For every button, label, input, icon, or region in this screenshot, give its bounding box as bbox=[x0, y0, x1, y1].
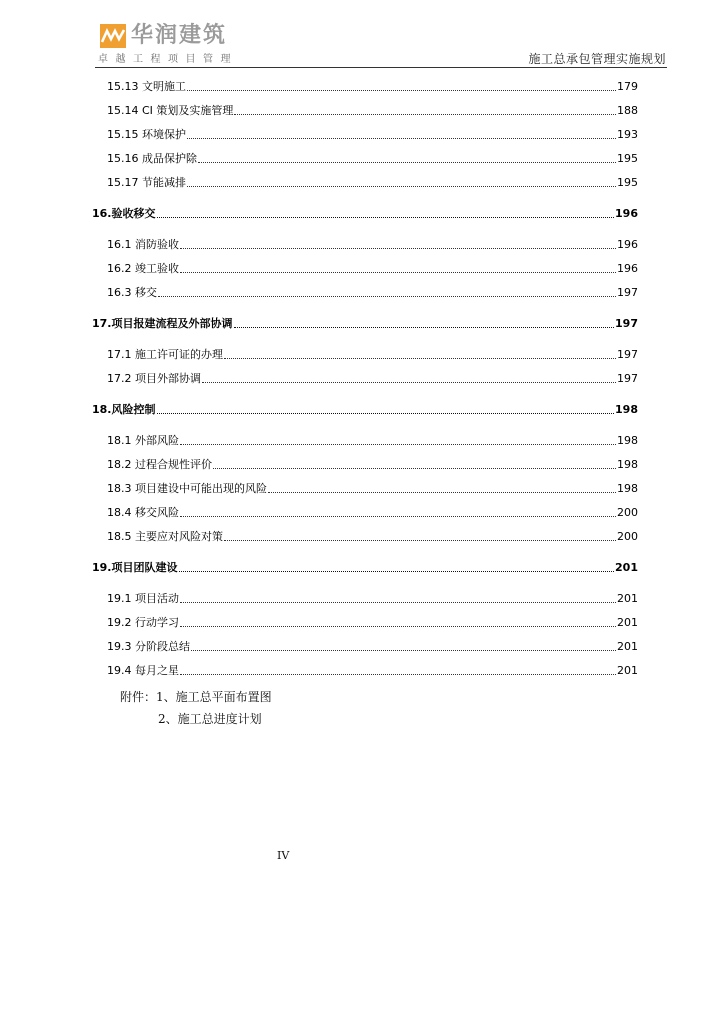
toc-dot-leader bbox=[268, 492, 616, 493]
toc-entry[interactable] bbox=[107, 260, 638, 276]
toc-dot-leader bbox=[234, 114, 616, 115]
toc-dot-leader bbox=[157, 217, 615, 218]
toc-entry[interactable] bbox=[107, 150, 638, 166]
toc-dot-leader bbox=[187, 90, 616, 91]
toc-entry[interactable] bbox=[107, 504, 638, 520]
toc-entry[interactable] bbox=[107, 456, 638, 472]
toc-dot-leader bbox=[180, 444, 616, 445]
toc-entry-label: 19.1 项目活动 bbox=[107, 592, 179, 605]
toc-entry-page: 200 bbox=[617, 530, 638, 543]
page-number: IV bbox=[277, 849, 290, 862]
toc-entry[interactable] bbox=[107, 78, 638, 94]
document-title: 施工总承包管理实施规划 bbox=[528, 52, 666, 66]
appendix-line-2: 2、施工总进度计划 bbox=[158, 712, 262, 726]
toc-entry-label: 18.2 过程合规性评价 bbox=[107, 458, 212, 471]
toc-dot-leader bbox=[187, 186, 616, 187]
toc-dot-leader bbox=[187, 138, 616, 139]
toc-entry-page: 201 bbox=[615, 561, 638, 574]
toc-entry-label: 16.1 消防验收 bbox=[107, 238, 179, 251]
toc-dot-leader bbox=[158, 296, 616, 297]
toc-entry-page: 197 bbox=[615, 317, 638, 330]
toc-entry-label: 16.2 竣工验收 bbox=[107, 262, 179, 275]
toc-entry-page: 196 bbox=[615, 207, 638, 220]
toc-entry-page: 188 bbox=[617, 104, 638, 117]
toc-entry-label: 17.1 施工许可证的办理 bbox=[107, 348, 223, 361]
toc-entry-label: 16.验收移交 bbox=[92, 207, 156, 220]
toc-dot-leader bbox=[180, 674, 616, 675]
toc-entry-label: 15.17 节能减排 bbox=[107, 176, 186, 189]
company-tagline: 卓越工程项目管理 bbox=[98, 54, 238, 65]
toc-entry-label: 18.3 项目建设中可能出现的风险 bbox=[107, 482, 267, 495]
toc-entry-page: 198 bbox=[617, 434, 638, 447]
toc-entry-label: 18.4 移交风险 bbox=[107, 506, 179, 519]
toc-entry-page: 195 bbox=[617, 152, 638, 165]
toc-entry[interactable] bbox=[107, 590, 638, 606]
toc-entry-label: 15.15 环境保护 bbox=[107, 128, 186, 141]
toc-entry-label: 15.16 成品保护除 bbox=[107, 152, 197, 165]
toc-entry-page: 197 bbox=[617, 286, 638, 299]
toc-entry[interactable] bbox=[107, 370, 638, 386]
toc-entry-page: 201 bbox=[617, 592, 638, 605]
toc-entry-label: 18.风险控制 bbox=[92, 403, 156, 416]
toc-entry[interactable] bbox=[107, 102, 638, 118]
logo-mark-icon bbox=[100, 24, 126, 48]
toc-entry-page: 179 bbox=[617, 80, 638, 93]
toc-dot-leader bbox=[179, 571, 615, 572]
toc-entry[interactable] bbox=[107, 528, 638, 544]
toc-dot-leader bbox=[234, 327, 615, 328]
toc-dot-leader bbox=[202, 382, 616, 383]
toc-entry-page: 196 bbox=[617, 262, 638, 275]
toc-entry[interactable] bbox=[107, 662, 638, 678]
toc-dot-leader bbox=[180, 248, 616, 249]
toc-dot-leader bbox=[213, 468, 616, 469]
toc-entry-page: 198 bbox=[615, 403, 638, 416]
toc-chapter-entry[interactable] bbox=[92, 401, 638, 417]
toc-entry[interactable] bbox=[107, 346, 638, 362]
toc-entry-page: 197 bbox=[617, 348, 638, 361]
toc-dot-leader bbox=[224, 540, 616, 541]
toc-chapter-entry[interactable] bbox=[92, 315, 638, 331]
toc-entry-page: 201 bbox=[617, 664, 638, 677]
appendix-line-1: 附件：1、施工总平面布置图 bbox=[120, 690, 272, 704]
page-header bbox=[0, 0, 724, 72]
toc-entry[interactable] bbox=[107, 432, 638, 448]
toc-entry[interactable] bbox=[107, 174, 638, 190]
toc-dot-leader bbox=[180, 626, 616, 627]
toc-entry-page: 201 bbox=[617, 640, 638, 653]
toc-entry-label: 18.1 外部风险 bbox=[107, 434, 179, 447]
toc-entry-label: 19.4 每月之星 bbox=[107, 664, 179, 677]
toc-entry-page: 196 bbox=[617, 238, 638, 251]
toc-entry-page: 193 bbox=[617, 128, 638, 141]
toc-chapter-entry[interactable] bbox=[92, 205, 638, 221]
header-divider bbox=[95, 67, 667, 68]
toc-entry-label: 15.14 CI 策划及实施管理 bbox=[107, 104, 234, 117]
toc-dot-leader bbox=[224, 358, 616, 359]
toc-entry-label: 19.项目团队建设 bbox=[92, 561, 178, 574]
toc-dot-leader bbox=[191, 650, 616, 651]
toc-entry[interactable] bbox=[107, 284, 638, 300]
toc-entry[interactable] bbox=[107, 236, 638, 252]
toc-dot-leader bbox=[180, 272, 616, 273]
toc-entry-page: 201 bbox=[617, 616, 638, 629]
toc-entry-label: 17.项目报建流程及外部协调 bbox=[92, 317, 233, 330]
toc-dot-leader bbox=[157, 413, 615, 414]
toc-entry-label: 19.2 行动学习 bbox=[107, 616, 179, 629]
toc-entry-page: 200 bbox=[617, 506, 638, 519]
toc-entry-page: 195 bbox=[617, 176, 638, 189]
toc-entry[interactable] bbox=[107, 126, 638, 142]
toc-entry-label: 15.13 文明施工 bbox=[107, 80, 186, 93]
logo-text: 华润建筑 bbox=[131, 23, 228, 48]
toc-dot-leader bbox=[180, 516, 616, 517]
toc-entry-label: 19.3 分阶段总结 bbox=[107, 640, 190, 653]
toc-entry-label: 17.2 项目外部协调 bbox=[107, 372, 201, 385]
toc-entry-label: 18.5 主要应对风险对策 bbox=[107, 530, 223, 543]
toc-entry-page: 197 bbox=[617, 372, 638, 385]
toc-entry[interactable] bbox=[107, 614, 638, 630]
toc-entry-page: 198 bbox=[617, 482, 638, 495]
toc-dot-leader bbox=[180, 602, 616, 603]
toc-entry-page: 198 bbox=[617, 458, 638, 471]
toc-entry[interactable] bbox=[107, 638, 638, 654]
toc-entry[interactable] bbox=[107, 480, 638, 496]
toc-dot-leader bbox=[198, 162, 616, 163]
company-logo bbox=[100, 22, 240, 52]
toc-entry-label: 16.3 移交 bbox=[107, 286, 157, 299]
toc-chapter-entry[interactable] bbox=[92, 559, 638, 575]
